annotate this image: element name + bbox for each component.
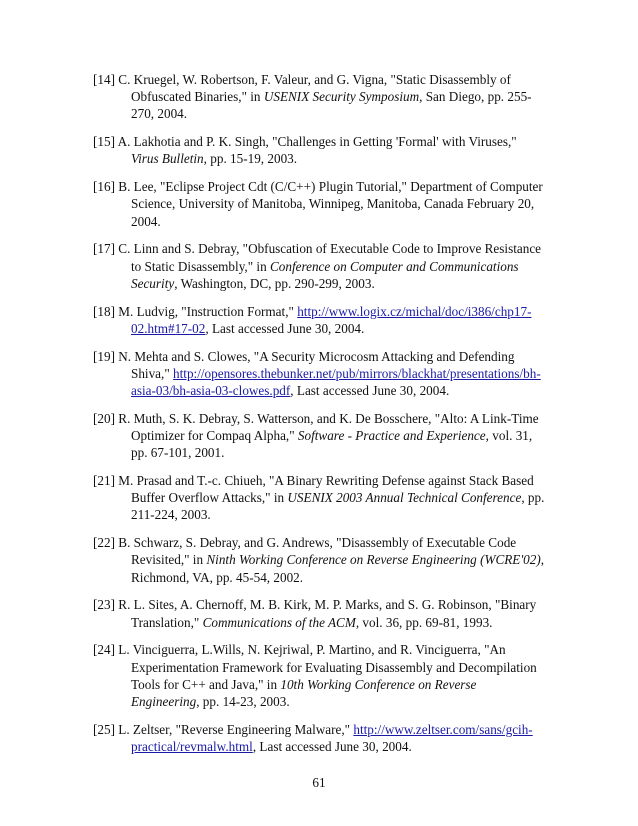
reference-text: , Washington, DC, pp. 290-299, 2003. (174, 275, 375, 291)
page-number: 61 (312, 775, 326, 790)
reference-venue: Communications of the ACM (202, 614, 356, 630)
reference-venue: USENIX 2003 Annual Technical Conference (287, 490, 522, 506)
reference-text: M. Ludvig, "Instruction Format," (118, 303, 298, 319)
reference-text: C. Kruegel, W. Robertson, F. Valeur, and G. Vigna, "Static Disassembly of Obfuscated Binaries," in (118, 72, 511, 105)
reference-text: L. Zeltser, "Reverse Engineering Malware," (118, 721, 354, 737)
reference-text: A. Lakhotia and P. K. Singh, "Challenges in Getting 'Formal' with Viruses," (117, 134, 517, 150)
reference-number: [24] (93, 642, 115, 658)
reference-venue: USENIX Security Symposium (263, 89, 420, 105)
reference-text: , Last accessed June 30, 2004. (290, 383, 450, 399)
reference-text: B. Schwarz, S. Debray, and G. Andrews, "Disassembly of Executable Code Revisited," in (118, 535, 517, 568)
reference-text: M. Prasad and T.-c. Chiueh, "A Binary Rewriting Defense against Stack Based Buffer Overflow Attacks," in (118, 473, 534, 506)
reference-link[interactable]: http://www.logix.cz/michal/doc/i386/chp17-02.htm#17-02 (131, 303, 532, 336)
reference-entry (93, 641, 545, 710)
reference-number: [14] (93, 72, 115, 87)
reference-text: B. Lee, "Eclipse Project Cdt (C/C++) Plugin Tutorial," Department of Computer Science, University of Manitoba, Winnipeg, Manitoba, Canada February 20, 2004. (118, 179, 543, 229)
reference-text: , pp. 15-19, 2003. (203, 151, 298, 167)
reference-entry (93, 534, 545, 586)
reference-number: [20] (93, 410, 115, 426)
reference-entry (93, 410, 545, 462)
reference-number: [18] (93, 303, 115, 319)
reference-number: [25] (93, 721, 115, 737)
reference-entry (93, 71, 545, 123)
reference-number: [19] (93, 348, 115, 364)
reference-number: [17] (93, 241, 115, 257)
reference-text: L. Vinciguerra, L.Wills, N. Kejriwal, P. Martino, and R. Vinciguerra, "An Experimentation Framework for Evaluating Disassembly and Decompilation Tools for C++ and Java," in (118, 642, 537, 692)
reference-text: C. Linn and S. Debray, "Obfuscation of Executable Code to Improve Resistance to Static Disassembly," in (118, 241, 542, 274)
reference-text: , vol. 31, pp. 67-101, 2001. (131, 428, 533, 461)
reference-entry (93, 472, 545, 524)
reference-link[interactable]: http://opensores.thebunker.net/pub/mirrors/blackhat/presentations/bh-asia-03/bh-asia-03-clowes.pdf (131, 365, 541, 399)
reference-venue: 10th Working Conference on Reverse Engineering (131, 676, 477, 710)
reference-venue: Ninth Working Conference on Reverse Engineering (WCRE'02) (206, 552, 541, 568)
reference-link[interactable]: http://www.zeltser.com/sans/gcih-practical/revmalw.html (131, 721, 533, 755)
reference-text: , Last accessed June 30, 2004. (205, 320, 365, 336)
reference-text: , Richmond, VA, pp. 45-54, 2002. (131, 552, 545, 585)
reference-venue: Conference on Computer and Communications Security (131, 258, 519, 291)
reference-text: , pp. 14-23, 2003. (196, 694, 290, 710)
reference-number: [15] (93, 134, 115, 150)
reference-number: [21] (93, 473, 115, 489)
reference-text: R. L. Sites, A. Chernoff, M. B. Kirk, M. P. Marks, and S. G. Robinson, "Binary Translation," (118, 597, 537, 630)
reference-number: [16] (93, 179, 115, 195)
reference-text: N. Mehta and S. Clowes, "A Security Microcosm Attacking and Defending Shiva," (118, 348, 515, 381)
reference-entry (93, 348, 545, 400)
reference-entry (93, 178, 545, 230)
reference-number: [22] (93, 535, 115, 551)
reference-entry (93, 240, 545, 292)
reference-text: , pp. 211-224, 2003. (131, 490, 545, 523)
reference-text: , Last accessed June 30, 2004. (252, 739, 412, 755)
reference-entry (93, 133, 545, 167)
reference-entry (93, 721, 545, 755)
reference-entry (93, 303, 545, 337)
reference-venue: Virus Bulletin (131, 151, 204, 167)
reference-text: , San Diego, pp. 255-270, 2004. (131, 89, 532, 122)
reference-text: , vol. 36, pp. 69-81, 1993. (355, 614, 493, 630)
reference-venue: Software - Practice and Experience (297, 428, 486, 444)
reference-list (93, 71, 545, 766)
reference-number: [23] (93, 597, 115, 613)
reference-entry (93, 596, 545, 630)
reference-text: R. Muth, S. K. Debray, S. Watterson, and K. De Bosschere, "Alto: A Link-Time Optimizer for Compaq Alpha," (118, 410, 539, 444)
